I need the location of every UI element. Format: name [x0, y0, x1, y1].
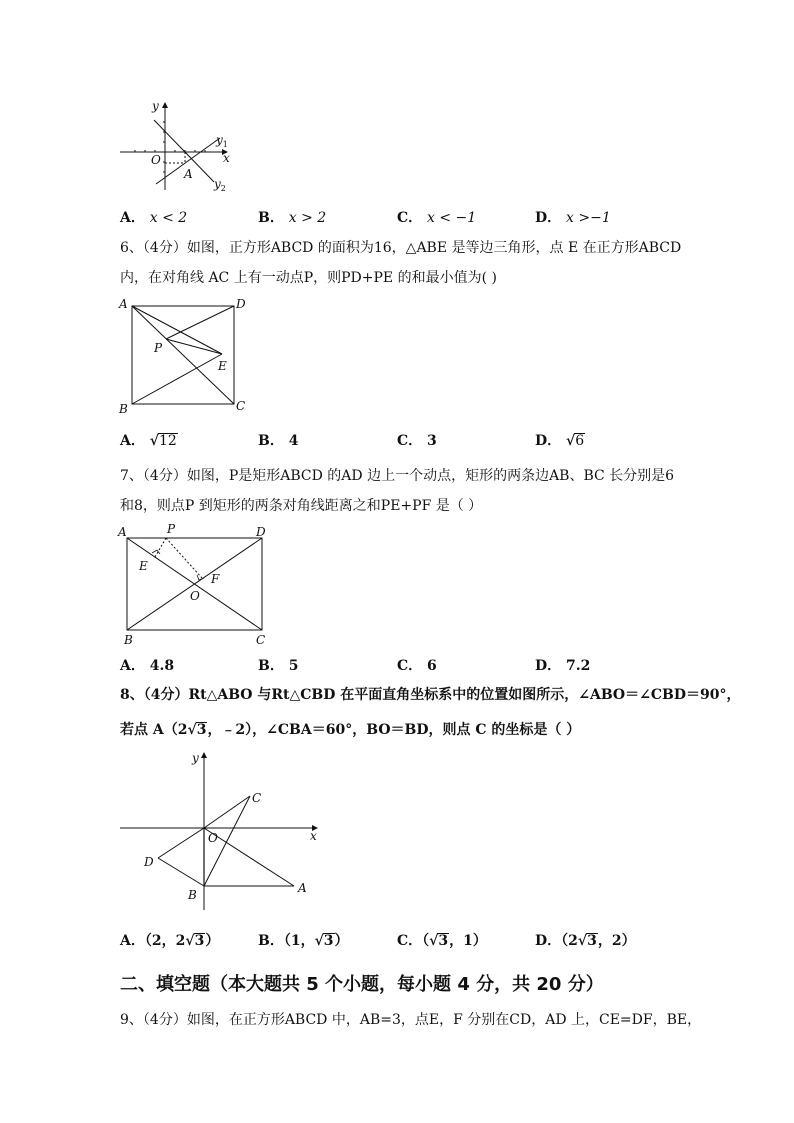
- q8-option-a: A．（2，2√3）: [120, 933, 220, 949]
- q6-text-line1: 6、（4分）如图，正方形ABCD 的面积为16，△ABE 是等边三角形，点 E 在正方形ABCD: [120, 240, 682, 256]
- q7-option-b: B． 5: [258, 658, 299, 674]
- q7-option-a: A． 4.8: [120, 658, 175, 674]
- q6-label-c: C: [236, 399, 246, 413]
- q6-text-line2: 内，在对角线 AC 上有一动点P，则PD+PE 的和最小值为( ): [120, 270, 497, 286]
- q7-right-angle-e: [152, 550, 160, 554]
- q7-text-line2: 和8，则点P 到矩形的两条对角线距离之和PE+PF 是（ ）: [120, 498, 483, 514]
- q7-label-a: A: [118, 525, 127, 539]
- q5-y-arrow: [162, 102, 168, 108]
- q6-option-c: C． 3: [397, 433, 437, 449]
- q8-figure: [118, 748, 328, 914]
- q7-dash-pe: [155, 538, 166, 557]
- q6-label-e: E: [218, 359, 227, 373]
- q5-label-x: x: [223, 151, 230, 165]
- q7-figure: [116, 520, 276, 648]
- q8-label-y: y: [192, 751, 199, 765]
- q7-dash-pf: [166, 538, 202, 578]
- q7-label-d: D: [256, 525, 266, 539]
- q6-option-a: A． √12: [120, 433, 177, 449]
- q8-line-db: [158, 858, 204, 886]
- q8-line-od: [158, 828, 204, 858]
- q7-text-line1: 7、（4分）如图，P是矩形ABCD 的AD 边上一个动点，矩形的两条边AB、BC 长分别是6: [120, 468, 675, 484]
- q7-option-d: D． 7.2: [535, 658, 591, 674]
- q8-option-b: B．（1，√3）: [258, 933, 349, 949]
- q8-text-line2: 若点 A（2√3，﹣2），∠CBA＝60°，BO＝BD，则点 C 的坐标是（ ）: [120, 722, 581, 738]
- q7-label-b: B: [124, 633, 133, 647]
- q8-label-a: A: [298, 881, 307, 895]
- q5-label-o: O: [151, 153, 161, 167]
- q7-label-p: P: [167, 522, 176, 536]
- q5-graph: [118, 98, 238, 193]
- q7-label-e: E: [139, 559, 148, 573]
- q6-label-b: B: [119, 402, 128, 416]
- q5-option-d: D． x >−1: [535, 210, 611, 226]
- q7-option-c: C． 6: [397, 658, 437, 674]
- q5-option-a: A． x < 2: [120, 210, 188, 226]
- q5-option-b: B． x > 2: [258, 210, 327, 226]
- q6-line-ae: [132, 306, 222, 354]
- q6-label-d: D: [236, 297, 246, 311]
- q8-label-o: O: [208, 831, 218, 845]
- q7-right-angle-f: [197, 575, 204, 580]
- q7-label-o: O: [190, 589, 200, 603]
- q6-option-d: D． √6: [535, 433, 585, 449]
- q8-line-oc: [204, 796, 250, 828]
- q8-label-b: B: [188, 888, 197, 902]
- q8-option-d: D．（2√3，2）: [535, 933, 636, 949]
- q6-label-a: A: [119, 297, 128, 311]
- q7-label-c: C: [256, 633, 266, 647]
- section2-title: 二、填空题（本大题共 5 个小题，每小题 4 分，共 20 分）: [120, 974, 604, 995]
- q6-option-b: B． 4: [258, 433, 299, 449]
- q6-label-p: P: [154, 341, 163, 355]
- q5-label-a: A: [184, 167, 193, 181]
- q5-label-y: y: [152, 99, 159, 113]
- q8-text-line1: 8、（4分）Rt△ABO 与Rt△CBD 在平面直角坐标系中的位置如图所示，∠ABO＝∠CBD＝90°，: [120, 687, 741, 703]
- q8-label-d: D: [144, 855, 154, 869]
- q5-option-c: C． x < −1: [397, 210, 477, 226]
- q8-label-c: C: [252, 791, 262, 805]
- q8-y-arrow: [201, 752, 207, 758]
- q5-label-y1: $y_1$: [216, 133, 228, 149]
- q6-diagonal-ac: [132, 306, 234, 404]
- q5-label-y2: $y_2$: [214, 177, 226, 193]
- q7-label-f: F: [211, 572, 220, 586]
- q8-label-x: x: [310, 829, 317, 843]
- q6-line-pd: [166, 306, 234, 339]
- q6-figure: [116, 296, 256, 418]
- q8-option-c: C．（√3，1）: [397, 933, 487, 949]
- q9-text-line1: 9、（4分）如图，在正方形ABCD 中，AB=3，点E，F 分别在CD，AD 上，CE=DF，BE，: [120, 1012, 702, 1028]
